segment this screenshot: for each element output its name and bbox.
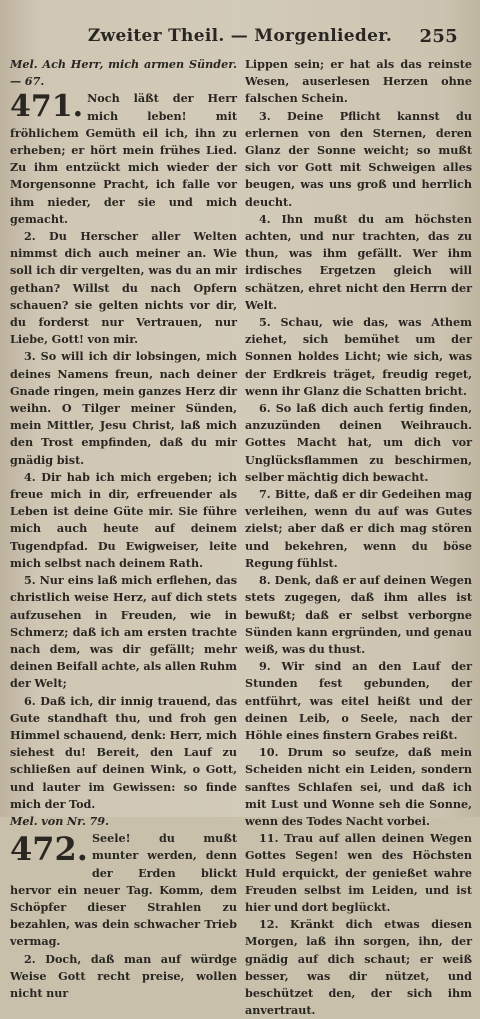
left-column (10, 56, 237, 1000)
hymn-471-verse-5: 5. Nur eins laß mich erflehen, das christlich weise Herz, auf dich stets aufzusehen in Freuden, wie in Schmerz; daß ich am ersten trachte nach dem, was dir gefällt; mehr deinen Beifall achte, als allen Ruhm der Welt; (10, 573, 237, 691)
hymn-472-verse-5: 5. Schau, wie das, was Athem ziehet, sich bemühet um der Sonnen holdes Licht; wie sich, was der Erdkreis träget, freudig reget, wenn ihr Glanz die Schatten bricht. (245, 315, 472, 398)
hymn-471-verse-3: 3. So will ich dir lobsingen, mich deines Namens freun, nach deiner Gnade ringen, mein ganzes Herz dir weihn. O Tilger meiner Sünden, mein Mittler, Jesu Christ, laß mich den Trost empfinden, daß du mir gnädig bist. (10, 349, 237, 467)
hymn-472-verse-10: 10. Drum so seufze, daß mein Scheiden nicht ein Leiden, sondern sanftes Schlafen sei, und daß ich mit Lust und Wonne seh die Sonne, wenn des Todes Nacht vorbei. (245, 745, 472, 828)
hymn-471-verse-2: 2. Du Herscher aller Welten nimmst dich auch meiner an. Wie soll ich dir vergelten, was du an mir gethan? Willst du nach Opfern schauen? sie gelten nichts vor dir, du forderst nur Vertrauen, nur Liebe, Gott! von mir. (10, 229, 237, 347)
hymn-471-number: 471. (10, 89, 84, 125)
hymn-472-start (10, 830, 237, 950)
hymn-472-verse-12: 12. Kränkt dich etwas diesen Morgen, laß ihn sorgen, ihn, der gnädig auf dich schaut; er weiß besser, was dir nützet, und beschützet den, der sich ihm anvertraut. (245, 917, 472, 1018)
hymn-472-verse-3: 3. Deine Pflicht kannst du erlernen von den Sternen, deren Glanz der Sonne weicht; so mußt sich vor Gott mit Schweigen alles beugen, was uns groß und herrlich deucht. (245, 108, 472, 209)
page-number: 255 (419, 26, 458, 47)
hymn-471-verse-1: Noch läßt der Herr mich leben! mit fröhlichem Gemüth eil ich, ihn zu erheben; er hört mein frühes Lied. Zu ihm entzückt mich wieder der Morgensonne Pracht, ich falle vor ihm nieder, der sie und mich gemacht. (10, 91, 237, 226)
hymn-471-verse-6: 6. Daß ich, dir innig trauend, das Gute standhaft thu, und froh gen Himmel schauend, denk: Herr, mich siehest du! Bereit, den Lauf zu schließen auf deinen Wink, o Gott, und lauter im Gewissen: so finde mich der Tod. (10, 693, 237, 811)
running-header (0, 26, 480, 52)
hymn-471-start (10, 90, 237, 228)
hymn-471-melody: Mel. Ach Herr, mich armen Sünder. — 67. (10, 57, 237, 89)
hymn-472-number: 472. (10, 830, 88, 869)
right-column (245, 56, 472, 1018)
hymn-472-verse-9: 9. Wir sind an den Lauf der Stunden fest gebunden, der entführt, was eitel heißt und der deinen Leib, o Seele, nach der Höhle eines finstern Grabes reißt. (245, 659, 472, 742)
hymn-472-melody: Mel. von Nr. 79. (10, 813, 109, 828)
hymn-472-verse-1: Seele! du mußt munter werden, denn der Erden blickt hervor ein neuer Tag. Komm, dem Schöpfer dieser Strahlen zu bezahlen, was dein schwacher Trieb vermag. (10, 831, 237, 949)
hymn-472-verse-7: 7. Bitte, daß er dir Gedeihen mag verleihen, wenn du auf was Gutes zielst; aber daß er dich mag stören und bekehren, wenn du böse Regung fühlst. (245, 487, 472, 570)
hymn-472-verse-6: 6. So laß dich auch fertig finden, anzuzünden deinen Weihrauch. Gottes Macht hat, um dich vor Unglücksflammen zu beschirmen, selber mächtig dich bewacht. (245, 401, 472, 484)
hymn-472-verse-2-continued: Lippen sein; er hat als das reinste Wesen, auserlesen Herzen ohne falschen Schein. (245, 57, 472, 106)
page-title: Zweiter Theil. — Morgenlieder. (87, 26, 393, 46)
hymn-472-verse-11: 11. Trau auf allen deinen Wegen Gottes Segen! wen des Höchsten Huld erquickt, der genießet wahre Freuden selbst im Leiden, und ist hier und dort beglückt. (245, 831, 472, 914)
hymn-472-verse-2: 2. Doch, daß man auf würdge Weise Gott recht preise, wollen nicht nur (10, 951, 237, 1000)
hymn-472-verse-4: 4. Ihn mußt du am höchsten achten, und nur trachten, das zu thun, was ihm gefällt. Wer ihm irdisches Ergetzen gleich will schätzen, ehret nicht den Herrn der Welt. (245, 211, 472, 312)
hymn-471-verse-4: 4. Dir hab ich mich ergeben; ich freue mich in dir, erfreuender als Leben ist deine Güte mir. Sie führe mich auch heute auf deinem Tugendpfad. Du Ewigweiser, leite mich selbst nach deinem Rath. (10, 469, 237, 570)
text-columns (10, 56, 472, 1018)
hymn-472-verse-8: 8. Denk, daß er auf deinen Wegen stets zugegen, daß ihm alles ist bewußt; daß er selbst verborgne Sünden kann ergründen, und genau weiß, was du thust. (245, 573, 472, 656)
